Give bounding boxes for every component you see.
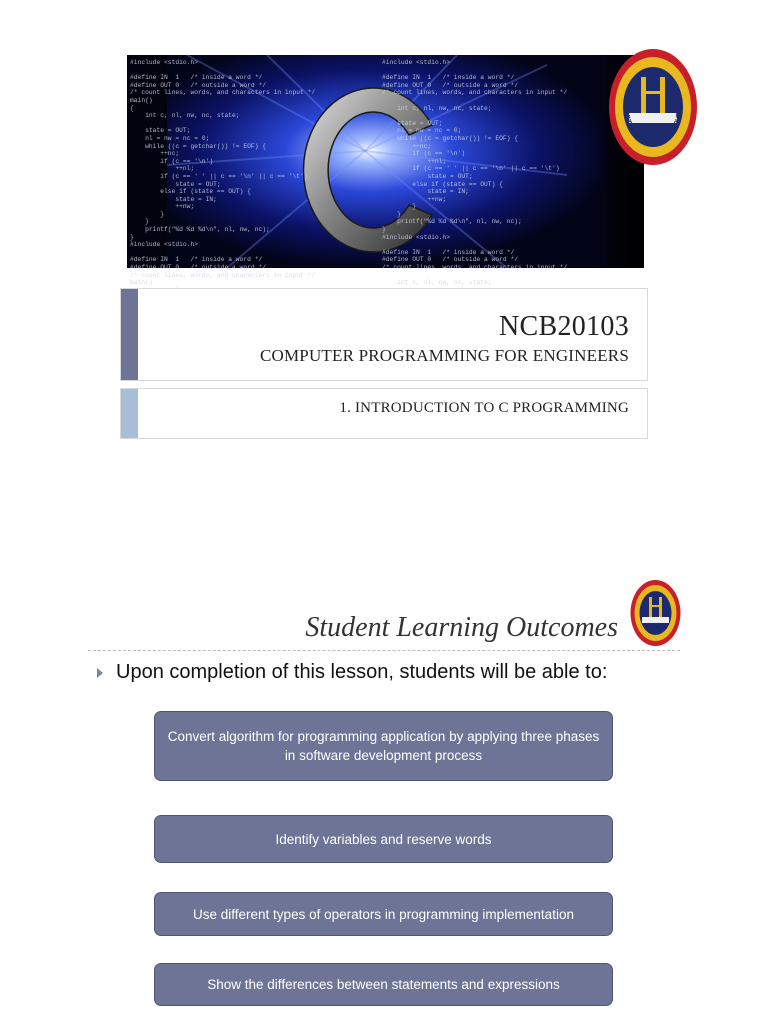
lesson-title: 1. INTRODUCTION TO C PROGRAMMING [339,400,629,416]
university-logo-small [629,578,682,648]
code-snippet-right: #include <stdio.h> #define IN 1 /* inside a word */ #define OUT 0 /* outside a word */ /* count lines, words, and characters in input */ int c, nl, nw, nc, state; state = OUT; nl = nw = nc = 0; while ((c = getchar()) != EOF) { ++nc; if (c == '\n') ++nl; if (c == ' ' || c == '\n' || c == '\t') state = OUT; else if (state == OUT) { state = IN; ++nw; } } printf("%d %d %d\n", nl, nw, nc); } #include <stdio.h> #define IN 1 /* inside a word */ #define OUT 0 /* outside a word */ /* count lines, words, and characters in input */ int c, nl, nw, nc, state; [382,59,568,287]
university-logo [607,47,699,167]
c-language-banner [127,55,644,287]
title-accent-bar [121,289,138,380]
outcome-box: Identify variables and reserve words [154,815,613,863]
course-title-box [120,288,648,381]
subtitle-accent-bar [121,389,138,438]
course-code: NCB20103 [499,311,629,342]
svg-text:UNIVERSITI KUALA LUMPUR: UNIVERSITI KUALA LUMPUR [623,111,683,146]
outcome-box: Use different types of operators in programming implementation [154,892,613,936]
bullet-arrow-icon [97,668,103,678]
outcome-box: Show the differences between statements and expressions [154,963,613,1006]
intro-text: Upon completion of this lesson, students will be able to: [116,661,608,683]
title-divider [88,650,680,651]
code-snippet-left: #include <stdio.h> #define IN 1 /* inside a word */ #define OUT 0 /* outside a word */ /* count lines, words, and characters in input */ main() { int c, nl, nw, nc, state; state = OUT; nl = nw = nc = 0; while ((c = getchar()) != EOF) { ++nc; if (c == '\n') ++nl; if (c == ' ' || c == '\n' || c == '\t') state = OUT; else if (state == OUT) { state = IN; ++nw; } } printf("%d %d %d\n", nl, nw, nc); } #include <stdio.h> #define IN 1 /* inside a word */ #define OUT 0 /* outside a word */ /* count lines, words, and characters in input */ main() [130,59,316,287]
lesson-title-box [120,388,648,439]
course-name: COMPUTER PROGRAMMING FOR ENGINEERS [259,346,629,365]
slide-title: Student Learning Outcomes [305,612,618,643]
outcome-box: Convert algorithm for programming application by applying three phases in software development process [154,711,613,781]
